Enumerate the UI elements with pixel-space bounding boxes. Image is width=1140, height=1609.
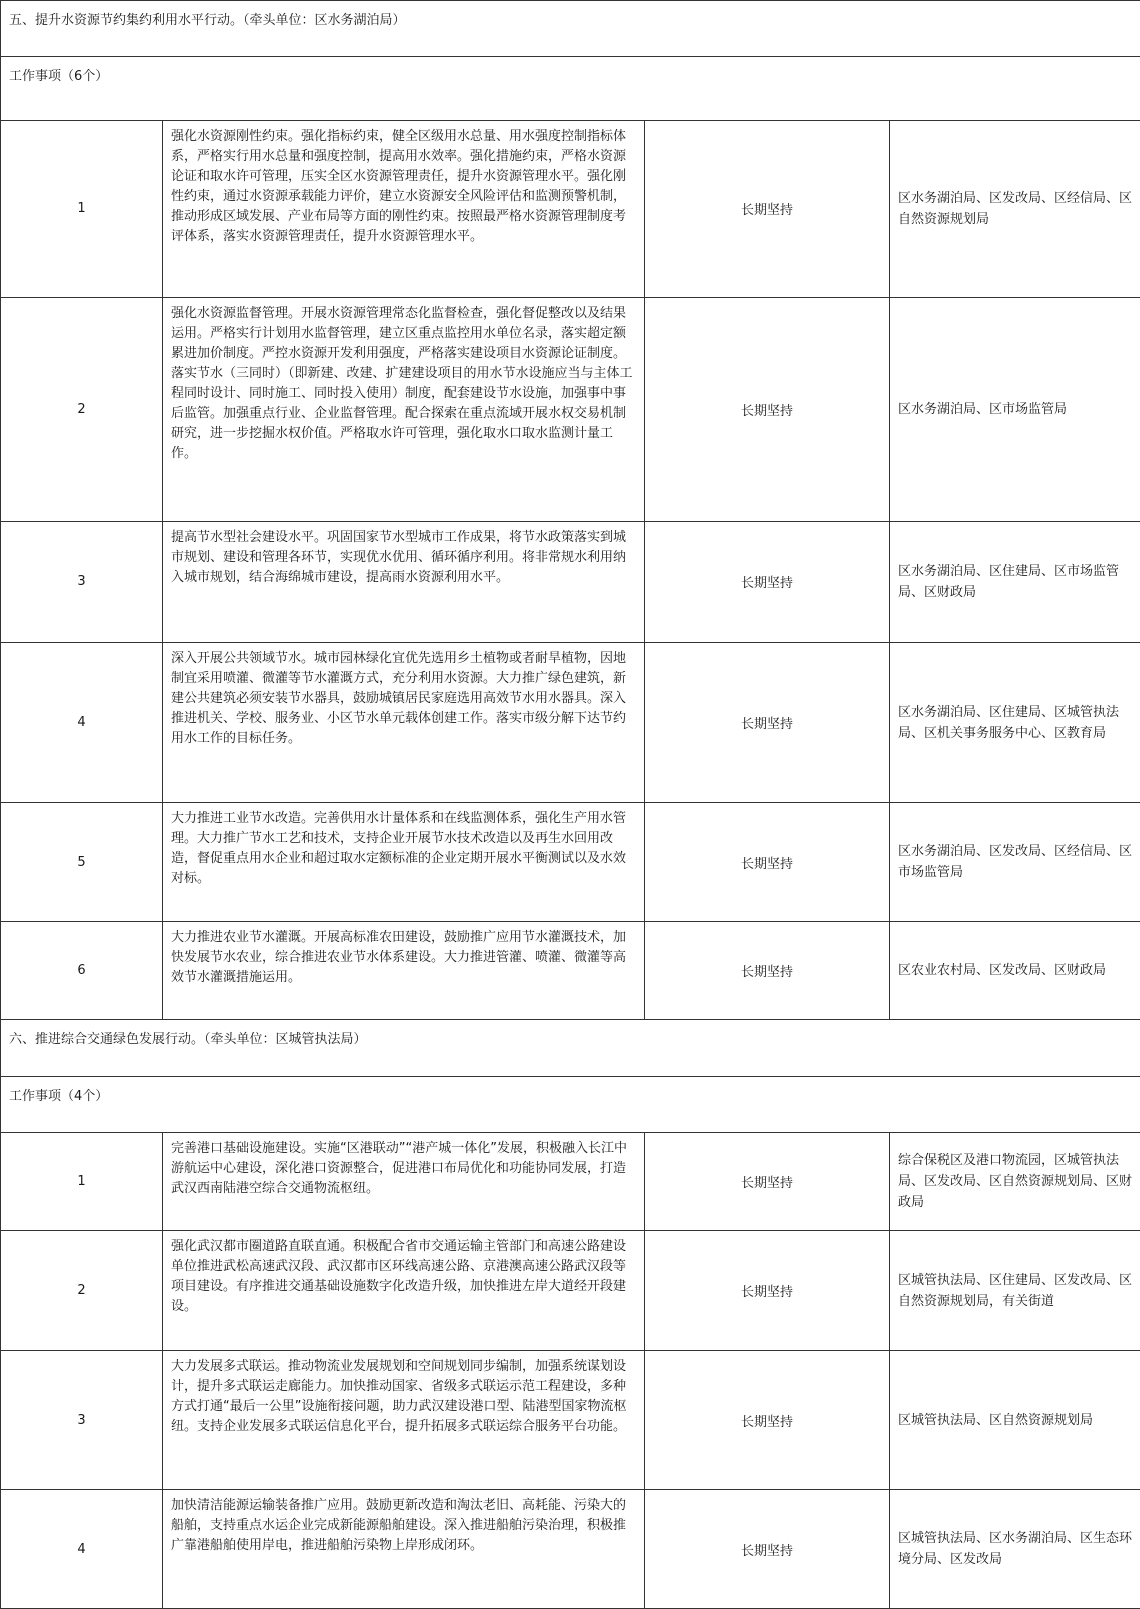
responsible-departments: 综合保税区及港口物流园，区城管执法局、区发改局、区自然资源规划局、区财政局 [890, 1132, 1140, 1230]
task-timeline: 长期坚持 [645, 1231, 890, 1351]
task-content: 大力发展多式联运。推动物流业发展规划和空间规划同步编制，加强系统谋划设计，提升多式联运走廊能力。加快推动国家、省级多式联运示范工程建设，多种方式打通“最后一公里”设施衔接问题，助力武汉建设港口型、陆港型国家物流枢纽。支持企业发展多式联运信息化平台，提升拓展多式联运综合服务平台功能。 [163, 1350, 645, 1490]
table-row [1, 803, 1140, 922]
task-content: 提高节水型社会建设水平。巩固国家节水型城市工作成果，将节水政策落实到城市规划、建设和管理各环节，实现优水优用、循环循序利用。将非常规水利用纳入城市规划，结合海绵城市建设，提高雨水资源利用水平。 [163, 522, 645, 643]
section-header: 六、推进综合交通绿色发展行动。（牵头单位：区城管执法局） [1, 1020, 1140, 1076]
task-content: 完善港口基础设施建设。实施“区港联动”“港产城一体化”发展，积极融入长江中游航运中心建设，深化港口资源整合，促进港口布局优化和功能协同发展，打造武汉西南陆港空综合交通物流枢纽。 [163, 1132, 645, 1230]
task-timeline: 长期坚持 [645, 1132, 890, 1230]
task-content: 强化水资源监督管理。开展水资源管理常态化监督检查，强化督促整改以及结果运用。严格实行计划用水监督管理，建立区重点监控用水单位名录，落实超定额累进加价制度。严控水资源开发利用强度，严格落实建设项目水资源论证制度。落实节水（三同时）（即新建、改建、扩建建设项目的用水节水设施应当与主体工程同时设计、同时施工、同时投入使用）制度，配套建设节水设施，加强事中事后监管。加强重点行业、企业监督管理。配合探索在重点流域开展水权交易机制研究，进一步挖掘水权价值。严格取水许可管理，强化取水口取水监测计量工作。 [163, 298, 645, 522]
responsible-departments: 区城管执法局、区水务湖泊局、区生态环境分局、区发改局 [890, 1490, 1140, 1609]
task-timeline: 长期坚持 [645, 1350, 890, 1490]
table-row [1, 522, 1140, 643]
row-number: 2 [1, 1231, 163, 1351]
row-number: 2 [1, 298, 163, 522]
work-items-subheader: 工作事项（4个） [1, 1076, 1140, 1132]
task-content: 强化水资源刚性约束。强化指标约束，健全区级用水总量、用水强度控制指标体系，严格实行用水总量和强度控制，提高用水效率。强化措施约束，严格水资源论证和取水许可管理，压实全区水资源管理责任，提升水资源管理水平。强化刚性约束，通过水资源承载能力评价，建立水资源安全风险评估和监测预警机制，推动形成区域发展、产业布局等方面的刚性约束。按照最严格水资源管理制度考评体系，落实水资源管理责任，提升水资源管理水平。 [163, 120, 645, 298]
task-timeline: 长期坚持 [645, 120, 890, 298]
task-timeline: 长期坚持 [645, 1490, 890, 1609]
table-row [1, 642, 1140, 803]
responsible-departments: 区水务湖泊局、区发改局、区经信局、区自然资源规划局 [890, 120, 1140, 298]
responsible-departments: 区城管执法局、区住建局、区发改局、区自然资源规划局，有关街道 [890, 1231, 1140, 1351]
task-timeline: 长期坚持 [645, 522, 890, 643]
table-row [1, 1350, 1140, 1490]
table-row [1, 1490, 1140, 1609]
row-number: 6 [1, 921, 163, 1019]
section-header: 五、提升水资源节约集约利用水平行动。（牵头单位：区水务湖泊局） [1, 1, 1140, 57]
row-number: 1 [1, 120, 163, 298]
task-timeline: 长期坚持 [645, 642, 890, 803]
task-content: 加快清洁能源运输装备推广应用。鼓励更新改造和淘汰老旧、高耗能、污染大的船舶，支持重点水运企业完成新能源船舶建设。深入推进船舶污染治理，积极推广靠港船舶使用岸电，推进船舶污染物上岸形成闭环。 [163, 1490, 645, 1609]
row-number: 4 [1, 642, 163, 803]
task-timeline: 长期坚持 [645, 298, 890, 522]
table-row [1, 1231, 1140, 1351]
responsible-departments: 区城管执法局、区自然资源规划局 [890, 1350, 1140, 1490]
row-number: 4 [1, 1490, 163, 1609]
responsible-departments: 区水务湖泊局、区住建局、区城管执法局、区机关事务服务中心、区教育局 [890, 642, 1140, 803]
table-row [1, 921, 1140, 1019]
row-number: 5 [1, 803, 163, 922]
row-number: 1 [1, 1132, 163, 1230]
task-content: 大力推进工业节水改造。完善供用水计量体系和在线监测体系，强化生产用水管理。大力推广节水工艺和技术，支持企业开展节水技术改造以及再生水回用改造，督促重点用水企业和超过取水定额标准的企业定期开展水平衡测试以及水效对标。 [163, 803, 645, 922]
row-number: 3 [1, 522, 163, 643]
task-content: 大力推进农业节水灌溉。开展高标准农田建设，鼓励推广应用节水灌溉技术，加快发展节水农业，综合推进农业节水体系建设。大力推进管灌、喷灌、微灌等高效节水灌溉措施运用。 [163, 921, 645, 1019]
task-timeline: 长期坚持 [645, 803, 890, 922]
responsible-departments: 区农业农村局、区发改局、区财政局 [890, 921, 1140, 1019]
task-content: 深入开展公共领域节水。城市园林绿化宜优先选用乡土植物或者耐旱植物，因地制宜采用喷灌、微灌等节水灌溉方式，充分利用水资源。大力推广绿色建筑，新建公共建筑必须安装节水器具，鼓励城镇居民家庭选用高效节水用水器具。深入推进机关、学校、服务业、小区节水单元载体创建工作。落实市级分解下达节约用水工作的目标任务。 [163, 642, 645, 803]
row-number: 3 [1, 1350, 163, 1490]
responsible-departments: 区水务湖泊局、区住建局、区市场监管局、区财政局 [890, 522, 1140, 643]
table-row [1, 298, 1140, 522]
responsible-departments: 区水务湖泊局、区市场监管局 [890, 298, 1140, 522]
responsible-departments: 区水务湖泊局、区发改局、区经信局、区市场监管局 [890, 803, 1140, 922]
work-items-subheader: 工作事项（6个） [1, 57, 1140, 120]
task-content: 强化武汉都市圈道路直联直通。积极配合省市交通运输主管部门和高速公路建设单位推进武松高速武汉段、武汉都市区环线高速公路、京港澳高速公路武汉段等项目建设。有序推进交通基础设施数字化改造升级，加快推进左岸大道经开段建设。 [163, 1231, 645, 1351]
task-timeline: 长期坚持 [645, 921, 890, 1019]
table-row [1, 1132, 1140, 1230]
table-row [1, 120, 1140, 298]
